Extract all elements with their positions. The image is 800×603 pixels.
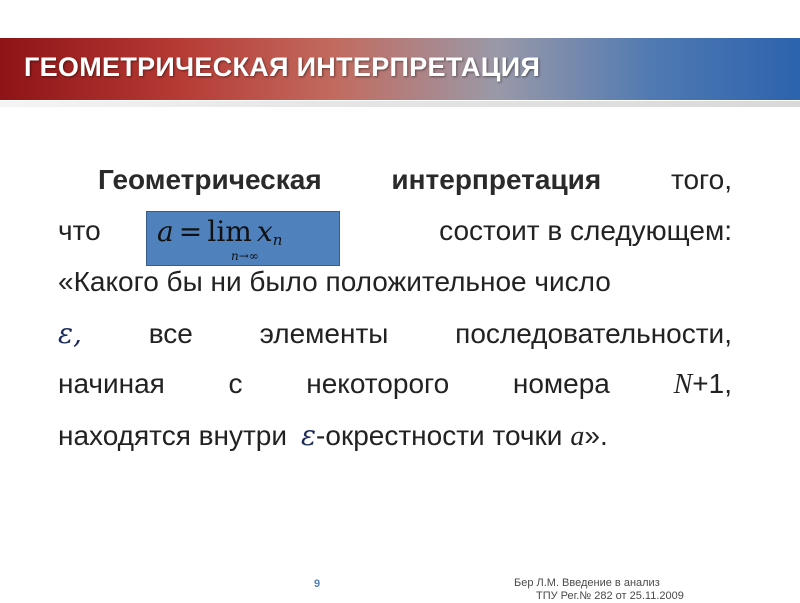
- body-text: начиная: [58, 368, 165, 399]
- body-line-6: [58, 419, 732, 470]
- body-line-4: [58, 317, 732, 368]
- slide-body: [58, 164, 732, 470]
- body-text: все: [148, 318, 193, 349]
- index-n: N: [673, 369, 693, 400]
- epsilon-symbol: ε: [301, 419, 317, 452]
- footer-source: [514, 577, 684, 603]
- formula-lim: lim: [207, 215, 252, 248]
- index-expression: [674, 368, 732, 401]
- formula-box: [146, 211, 340, 266]
- formula-index: n: [272, 231, 283, 250]
- body-bold-word-1: Геометрическая: [98, 164, 322, 195]
- point-a: a: [570, 421, 585, 452]
- body-text: -окрестности точки: [316, 420, 563, 451]
- body-text: что: [58, 215, 101, 246]
- slide-title: ГЕОМЕТРИЧЕСКАЯ ИНТЕРПРЕТАЦИЯ: [24, 52, 541, 82]
- body-line-3: [58, 266, 732, 317]
- page-number: 9: [314, 578, 321, 590]
- title-underline: [0, 101, 800, 107]
- formula-variable: x: [256, 215, 273, 248]
- body-line-5: [58, 368, 732, 419]
- body-text: с: [228, 368, 243, 399]
- title-bar: [0, 38, 800, 100]
- epsilon-symbol: ε,: [58, 317, 82, 350]
- formula-limit-subscript: n→∞: [231, 249, 259, 263]
- body-text: состоит в следующем:: [439, 215, 732, 246]
- body-line-1: [58, 164, 732, 215]
- footer-source-line-2: ТПУ Рег.№ 282 от 25.11.2009: [536, 590, 684, 602]
- limit-formula: [157, 215, 283, 263]
- formula-equals: =: [178, 215, 203, 248]
- body-text: элементы: [259, 318, 389, 349]
- body-bold-word-2: интерпретация: [391, 164, 602, 195]
- body-text: номера: [512, 368, 610, 399]
- formula-lhs: a: [157, 215, 174, 248]
- index-plus-one: +1,: [692, 368, 732, 399]
- body-text: того,: [670, 164, 732, 195]
- body-text: «Какого бы ни было положительное число: [58, 266, 611, 297]
- body-text: последовательности,: [455, 318, 732, 349]
- body-text: находятся внутри: [58, 420, 288, 451]
- body-text: некоторого: [306, 368, 450, 399]
- body-text: ».: [584, 420, 608, 451]
- footer-source-line-1: Бер Л.М. Введение в анализ: [514, 577, 660, 589]
